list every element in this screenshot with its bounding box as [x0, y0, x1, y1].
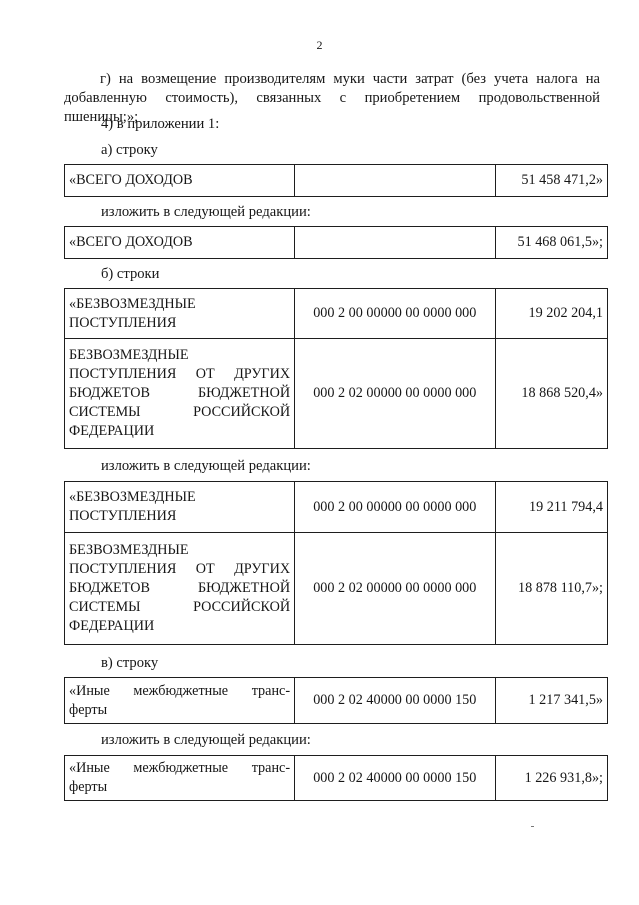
row-value: 18 868 520,4»	[495, 339, 608, 449]
row-code: 000 2 02 00000 00 0000 000	[295, 339, 495, 449]
row-name	[65, 533, 295, 645]
row-value: 51 468 061,5»;	[495, 227, 608, 259]
label-b: б) строки	[101, 266, 160, 282]
row-name-line-1: «БЕЗВОЗМЕЗДНЫЕ	[69, 489, 196, 505]
row-code: 000 2 02 00000 00 0000 000	[295, 533, 495, 645]
table-row	[65, 533, 608, 645]
row-code: 000 2 00 00000 00 0000 000	[295, 289, 495, 339]
row-value: 18 878 110,7»;	[495, 533, 608, 645]
table-row	[65, 339, 608, 449]
table-v-old	[64, 677, 608, 724]
table-row	[65, 756, 608, 801]
row-name: «ВСЕГО ДОХОДОВ	[65, 227, 295, 259]
row-name-justified: «Иные межбюджетные транс-	[69, 682, 291, 699]
table-b-old	[64, 288, 608, 449]
paragraph-g: г) на возмещение производителям муки части затрат (без учета налога на добавленную стоимость), связанных с приобретением продовольственной пшеницы;»;	[64, 71, 600, 125]
row-name-justified: БЕЗВОЗМЕЗДНЫЕ ПОСТУПЛЕНИЯ ОТ ДРУГИХ БЮДЖЕТОВ БЮДЖЕТНОЙ СИСТЕМЫ РОССИЙСКОЙ	[69, 542, 291, 615]
table-v-new	[64, 755, 608, 801]
row-value: 1 226 931,8»;	[495, 756, 608, 801]
scan-speck	[531, 826, 534, 827]
row-name	[65, 339, 295, 449]
row-value: 51 458 471,2»	[495, 165, 608, 197]
row-name: «ВСЕГО ДОХОДОВ	[65, 165, 295, 197]
label-a: а) строку	[101, 142, 158, 158]
table-b-new	[64, 481, 608, 645]
row-name-last: ФЕДЕРАЦИИ	[69, 618, 155, 634]
label-v: в) строку	[101, 655, 159, 671]
table-row	[65, 482, 608, 533]
row-name	[65, 482, 295, 533]
table-row	[65, 289, 608, 339]
table-row	[65, 227, 608, 259]
table-a-old	[64, 164, 608, 197]
redaction-label-b: изложить в следующей редакции:	[101, 458, 311, 474]
redaction-label-v: изложить в следующей редакции:	[101, 732, 311, 748]
row-name-line-2: ПОСТУПЛЕНИЯ	[69, 508, 177, 524]
row-name-line-1: «БЕЗВОЗМЕЗДНЫЕ	[69, 295, 196, 312]
row-code	[295, 227, 495, 259]
row-name-last: ферты	[69, 779, 108, 795]
row-value: 19 202 204,1	[495, 289, 608, 339]
table-row	[65, 678, 608, 724]
table-row	[65, 165, 608, 197]
paragraph-4: 4) в приложении 1:	[101, 116, 220, 132]
redaction-label-a: изложить в следующей редакции:	[101, 204, 311, 220]
table-a-new	[64, 226, 608, 259]
row-value: 1 217 341,5»	[495, 678, 608, 724]
row-code	[295, 165, 495, 197]
row-value: 19 211 794,4	[495, 482, 608, 533]
row-name	[65, 678, 295, 724]
row-name	[65, 756, 295, 801]
row-name	[65, 289, 295, 339]
row-name-justified: «Иные межбюджетные транс-	[69, 760, 291, 776]
row-name-line-2: ПОСТУПЛЕНИЯ	[69, 314, 177, 331]
row-code: 000 2 02 40000 00 0000 150	[295, 756, 495, 801]
row-code: 000 2 00 00000 00 0000 000	[295, 482, 495, 533]
page-number: 2	[316, 38, 323, 52]
row-name-justified: БЕЗВОЗМЕЗДНЫЕ ПОСТУПЛЕНИЯ ОТ ДРУГИХ БЮДЖЕТОВ БЮДЖЕТНОЙ СИСТЕМЫ РОССИЙСКОЙ	[69, 347, 291, 420]
row-name-last: ФЕДЕРАЦИИ	[69, 423, 155, 439]
row-code: 000 2 02 40000 00 0000 150	[295, 678, 495, 724]
row-name-last: ферты	[69, 701, 108, 718]
